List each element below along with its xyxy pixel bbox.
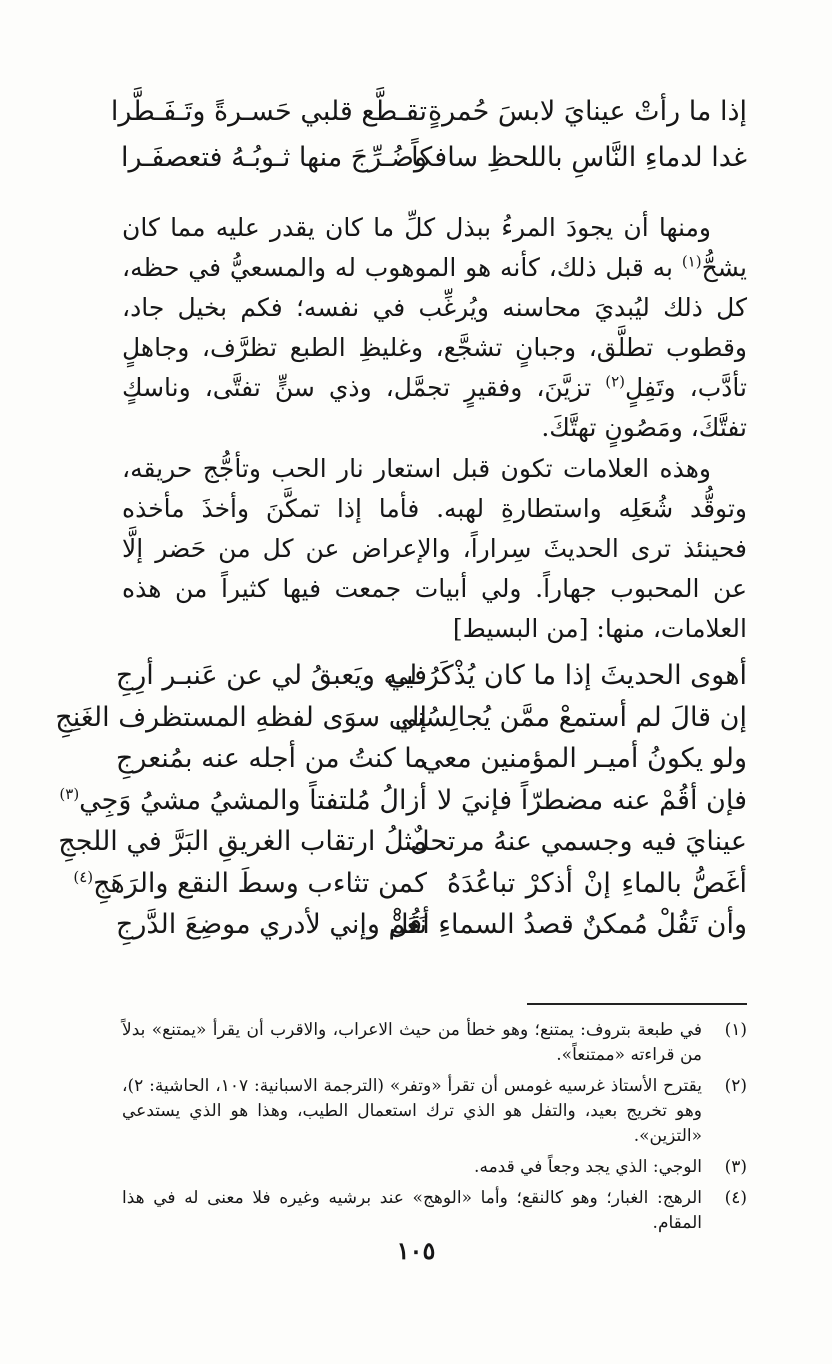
footnote: [122, 1186, 747, 1236]
second-hemistich: تقـطَّع قلبي حَسـرةً وتَـفَـطَّرا: [110, 96, 427, 127]
footnote-number: (٤): [724, 1188, 747, 1208]
footnotes: [122, 1018, 747, 1242]
verse-line: [58, 826, 747, 868]
paragraph-signs: [122, 449, 747, 649]
first-hemistich: عينايَ فيه وجسمي عنهُ مرتحلٌ: [409, 826, 747, 857]
footnote-ref: (٤): [73, 867, 94, 886]
poem: [55, 660, 747, 951]
footnote: [122, 1018, 747, 1068]
footnote-ref: (٣): [59, 784, 80, 803]
first-hemistich: غدا لدماءِ النَّاسِ باللحظِ سافكاً: [411, 142, 747, 173]
second-hemistich: ما كنتُ من أجله عنه بمُنعرجِ: [115, 743, 427, 774]
first-hemistich: ولو يكونُ أميـر المؤمنين معي: [421, 743, 747, 774]
hemistich-text: كمن تثاءب وسطَ النقع والرَهَجِ: [93, 867, 427, 899]
hemistich-text: أزالُ مُلتفتاً والمشيُ مشيُ وَجِي: [79, 784, 427, 816]
paragraph-text: ومنها أن يجودَ المرءُ ببذل كلِّ ما كان يقدر عليه مما كان يشحُّ: [122, 213, 747, 282]
paragraph-text: وهذه العلامات تكون قبل استعار نار الحب وتأجُّج حريقه، وتوقُّد شُعَلِه واستطارةِ لهبه. فأما إذا تمكَّنَ وأخذَ مأخذه فحينئذ ترى الحديثَ سِراراً، والإعراض عن كل من حَضر إلَّا عن المحبوب جهاراً. ولي أبيات جمعت فيها كثيراً من هذه العلامات، منها: [من البسيط]: [122, 454, 747, 643]
verse-line: [115, 660, 747, 702]
verse-line: [121, 142, 747, 188]
verse-line: [55, 701, 747, 744]
second-hemistich: [59, 784, 427, 827]
footnote-divider: [527, 1003, 747, 1005]
verse-line: [73, 867, 747, 910]
opening-verse: [110, 96, 747, 188]
paragraph-text: تزيَّنَ، وفقيرٍ تجمَّل، وذي سنٍّ تفتَّى، وناسكٍ تفتَّكَ، ومَصُونٍ تهتَّكَ.: [122, 373, 747, 442]
footnote-number: (٣): [724, 1157, 747, 1177]
paragraph-text: به قبل ذلك، كأنه هو الموهوب له والمسعيُّ في حظه، كل ذلك ليُبديَ محاسنه ويُرغِّب في نفسه؛ فكم بخيل جاد، وقطوب تطلَّق، وجبانٍ تشجَّع، وغليظِ الطبع تظرَّف، وجاهلٍ تأدَّب، وتَفِلٍ: [122, 253, 747, 402]
verse-line: [110, 96, 747, 142]
verse-line: [115, 909, 747, 951]
footnote-text: الوجي: الذي يجد وجعاً في قدمه.: [474, 1157, 702, 1177]
second-hemistich: نَعَمْ وإني لأدري موضِعَ الدَّرجِ: [115, 909, 427, 940]
footnote: [122, 1074, 747, 1149]
first-hemistich: فإن أقُمْ عنه مضطرّاً فإنيَ لا: [437, 784, 747, 816]
page-number: ١٠٥: [396, 1236, 436, 1265]
first-hemistich: إن قالَ لم أستمعْ ممَّن يُجالِسُني: [394, 701, 747, 733]
first-hemistich: أغَصُّ بالماءِ إنْ أذكرْ تباعُدَهُ: [447, 867, 747, 899]
footnote-ref: (١): [681, 252, 702, 271]
footnote-ref: (٢): [605, 372, 626, 391]
second-hemistich: فيـه ويَعبقُ لي عن عَنبـر أرِجِ: [115, 660, 427, 691]
first-hemistich: أهوى الحديثَ إذا ما كان يُذْكَرُ لي: [386, 660, 747, 691]
footnote-text: الرهج: الغبار؛ وهو كالنقع؛ وأما «الوهج» عند برشيه وغيره فلا معنى له في هذا المقام.: [122, 1188, 702, 1233]
footnote: [122, 1155, 747, 1180]
second-hemistich: مثلُ ارتقاب الغريقِ البَرَّ في اللججِ: [58, 826, 427, 857]
footnote-number: (١): [724, 1020, 747, 1040]
second-hemistich: وضُـرِّجَ منها ثـوبُـهُ فتعصفَـرا: [121, 142, 427, 173]
second-hemistich: [73, 867, 427, 910]
footnote-text: يقترح الأستاذ غرسيه غومس أن تقرأ «وتفر» (الترجمة الاسبانية: ١٠٧، الحاشية: ٢)، وهو تخريج بعيد، والتفل هو الذي ترك استعمال الطيب، وهذا هو الذي يستدعي «التزين».: [122, 1076, 702, 1146]
verse-line: [59, 784, 747, 827]
footnote-text: في طبعة بتروف: يمتنع؛ وهو خطأ من حيث الاعراب، والاقرب أن يقرأ «يمتنع» بدلاً من قراءته «ممتنعاً».: [122, 1020, 702, 1065]
verse-line: [115, 743, 747, 785]
footnote-number: (٢): [724, 1076, 747, 1096]
first-hemistich: وأن تَقُلْ مُمكنٌ قصدُ السماءِ أقُلْ: [388, 909, 747, 940]
first-hemistich: إذا ما رأتْ عينايَ لابسَ حُمرةٍ: [427, 96, 747, 127]
second-hemistich: إلى سوَى لفظهِ المستظرف الغَنِجِ: [55, 701, 427, 733]
paragraph-generosity: [122, 208, 747, 448]
